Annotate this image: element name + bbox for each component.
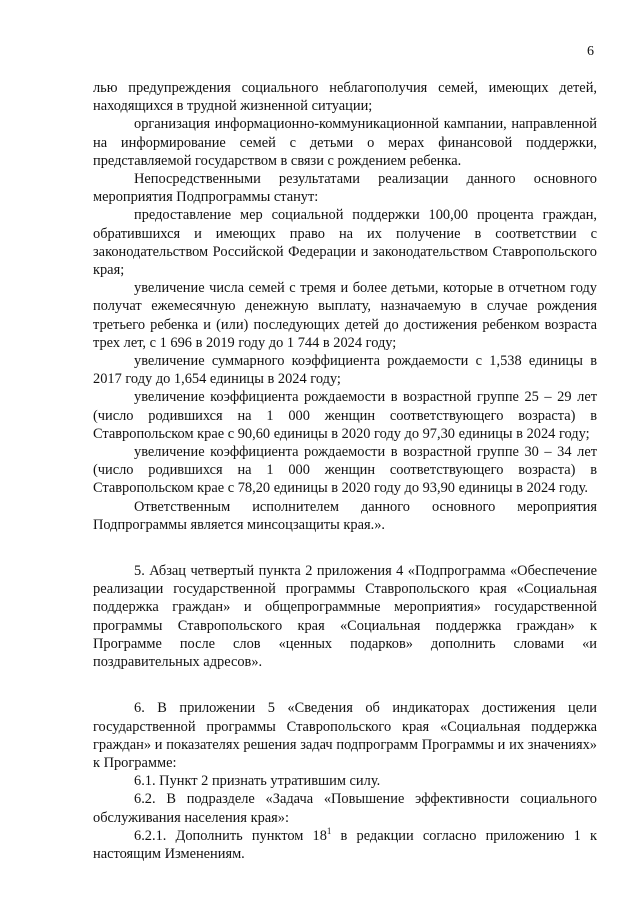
paragraph: 6.2. В подразделе «Задача «Повышение эффективности социального обслуживания населения края»:: [93, 791, 597, 826]
text-segment: в редакции согласно приложению 1 к настоящим Изменениям.: [93, 827, 597, 862]
paragraph: 6.1. Пункт 2 признать утратившим силу.: [134, 773, 381, 790]
paragraph: увеличение коэффициента рождаемости в возрастной группе 30 – 34 лет (число родившихся на 1 000 женщин соответствующего возраста) в Ставропольском крае с 78,20 единицы в 2020 году до 93,90 единицы в 2024 году.: [93, 444, 597, 497]
paragraph: Ответственным исполнителем данного основного мероприятия Подпрограммы является минсоцзащиты края.».: [93, 498, 597, 533]
paragraph: 6. В приложении 5 «Сведения об индикаторах достижения цели государственной программы Ставропольского края «Социальная поддержка граждан» и показателях решения задач подпрограмм Программы и их значениях» к Программе:: [93, 700, 597, 771]
page-number: 6: [587, 44, 594, 59]
paragraph: 5. Абзац четвертый пункта 2 приложения 4 «Подпрограмма «Обеспечение реализации государственной программы Ставропольского края «Социальная поддержка граждан» и общепрограммные мероприятия» государственной программы Ставропольского края «Социальная поддержка граждан» к Программе после слов «ценных подарков» дополнить словами «и поздравительных адресов».: [93, 563, 597, 671]
document-body: [93, 79, 597, 863]
paragraph: организация информационно-коммуникационной кампании, направленной на информирование семей с детьми о мерах финансовой поддержки, представляемой государством в связи с рождением ребенка.: [93, 116, 597, 169]
paragraph: предоставление мер социальной поддержки 100,00 процента граждан, обратившихся и имеющих право на их получение в соответствии с законодательством Российской Федерации и законодательством Ставропольского края;: [93, 207, 597, 279]
paragraph: увеличение числа семей с тремя и более детьми, которые в отчетном году получат ежемесячную денежную выплату, назначаемую в случае рождения третьего ребенка и (или) последующих детей до достижения ребенком возраста трех лет, с 1 696 в 2019 году до 1 744 в 2024 году;: [93, 280, 597, 351]
paragraph: лью предупреждения социального неблагополучия семей, имеющих детей, находящихся в трудной жизненной ситуации;: [93, 80, 597, 115]
paragraph: Непосредственными результатами реализации данного основного мероприятия Подпрограммы станут:: [93, 171, 597, 206]
spacer: [93, 671, 597, 699]
text-segment: 6.2.1. Дополнить пунктом 18: [134, 827, 327, 844]
paragraph: увеличение коэффициента рождаемости в возрастной группе 25 – 29 лет (число родившихся на 1 000 женщин соответствующего возраста) в Ставропольском крае с 90,60 единицы в 2020 году до 97,30 единицы в 2024 году;: [93, 389, 597, 442]
paragraph: увеличение суммарного коэффициента рождаемости с 1,538 единицы в 2017 году до 1,654 единицы в 2024 году;: [93, 353, 597, 388]
superscript: 1: [326, 825, 332, 836]
spacer: [93, 534, 597, 562]
paragraph-with-superscript: [93, 827, 597, 863]
